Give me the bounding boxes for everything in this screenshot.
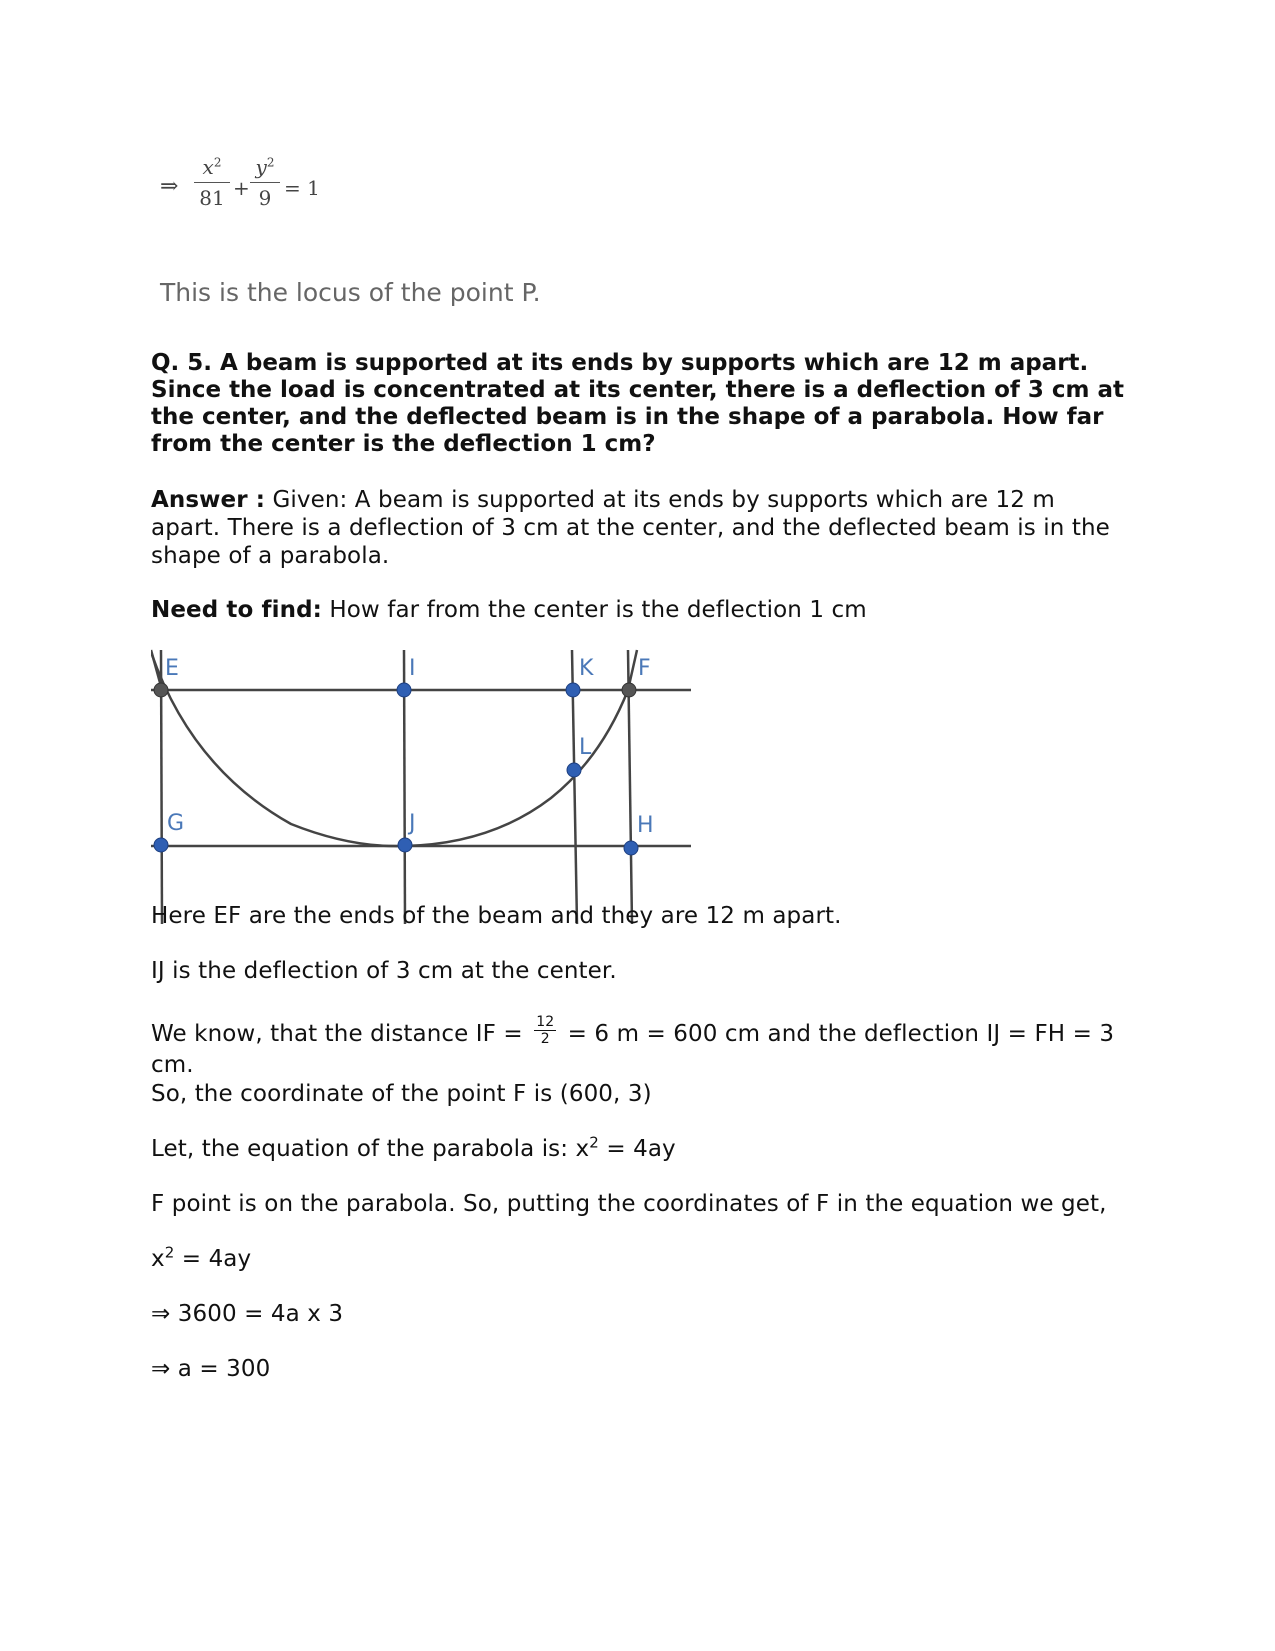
point-I (397, 683, 411, 697)
line-3600: ⇒ 3600 = 4a x 3 (151, 1301, 344, 1327)
point-H (624, 841, 638, 855)
point-J (398, 838, 412, 852)
need-to-find-paragraph (151, 596, 1131, 624)
need-to-find-label: Need to find: (151, 597, 322, 623)
implies-arrow: ⇒ (160, 174, 179, 199)
answer-text: Given: A beam is supported at its ends by supports which are 12 m apart. There is a deflection of 3 cm at the center, and the deflected beam is in the shape of a parabola. (151, 487, 1110, 569)
fraction-12-over-2 (534, 1014, 556, 1047)
point-F (622, 683, 636, 697)
numerator-12: 12 (536, 1014, 555, 1030)
numerator-y: y (255, 155, 267, 179)
line-ef-ends: Here EF are the ends of the beam and they are 12 m apart. (151, 903, 842, 929)
exponent: 2 (164, 1243, 175, 1262)
line-parabola-equation (151, 1135, 1151, 1163)
line-distance-if (151, 1014, 1151, 1079)
fraction-x-squared-over-81 (194, 152, 230, 211)
denominator-81: 81 (199, 186, 225, 210)
exponent: 2 (213, 155, 222, 170)
point-G (154, 838, 168, 852)
equals-one: = 1 (284, 176, 320, 200)
ellipse-equation (160, 152, 360, 222)
fraction-y-squared-over-9 (250, 152, 280, 211)
locus-statement: This is the locus of the point P. (160, 278, 541, 307)
point-L (567, 763, 581, 777)
answer-paragraph (151, 486, 1131, 570)
line-f-on-parabola: F point is on the parabola. So, putting the coordinates of F in the equation we get, (151, 1191, 1107, 1217)
parabola-curve (151, 650, 637, 846)
question-text: Q. 5. A beam is supported at its ends by supports which are 12 m apart. Since the load is concentrated at its center, there is a deflection of 3 cm at the center, and the deflected beam is in the shape of a parabola. How far from the center is the deflection 1 cm? (151, 350, 1125, 457)
line-coordinate-f: So, the coordinate of the point F is (600, 3) (151, 1081, 652, 1107)
line-x-squared-4ay (151, 1245, 1151, 1273)
label-L: L (579, 735, 592, 760)
label-E: E (165, 656, 179, 681)
point-K (566, 683, 580, 697)
exponent: 2 (589, 1133, 599, 1152)
rhs-text: = 4ay (174, 1246, 252, 1272)
denominator-2: 2 (540, 1031, 550, 1047)
point-E (154, 683, 168, 697)
equation-text-b: = 4ay (598, 1136, 676, 1162)
need-to-find-text: How far from the center is the deflection 1 cm (321, 597, 867, 623)
denominator-9: 9 (258, 186, 272, 210)
x-text: x (151, 1246, 165, 1272)
label-J: J (409, 811, 416, 836)
label-G: G (167, 811, 185, 836)
equation-text-a: Let, the equation of the parabola is: x (151, 1136, 590, 1162)
numerator-x: x (202, 155, 214, 179)
label-K: K (579, 656, 594, 681)
distance-text-b: = 6 m = 600 cm and the deflection IJ = FH = 3 cm. (151, 1021, 1115, 1078)
label-F: F (638, 656, 651, 681)
label-I: I (409, 656, 416, 681)
parabola-beam-diagram (151, 648, 691, 924)
label-H: H (637, 813, 654, 838)
diagram-points (154, 683, 638, 855)
distance-text-a: We know, that the distance IF = (151, 1021, 531, 1047)
plus-sign: + (233, 176, 250, 200)
answer-label: Answer : (151, 487, 266, 513)
line-ij-deflection: IJ is the deflection of 3 cm at the center. (151, 958, 617, 984)
exponent: 2 (266, 155, 275, 170)
line-a-300: ⇒ a = 300 (151, 1356, 271, 1382)
